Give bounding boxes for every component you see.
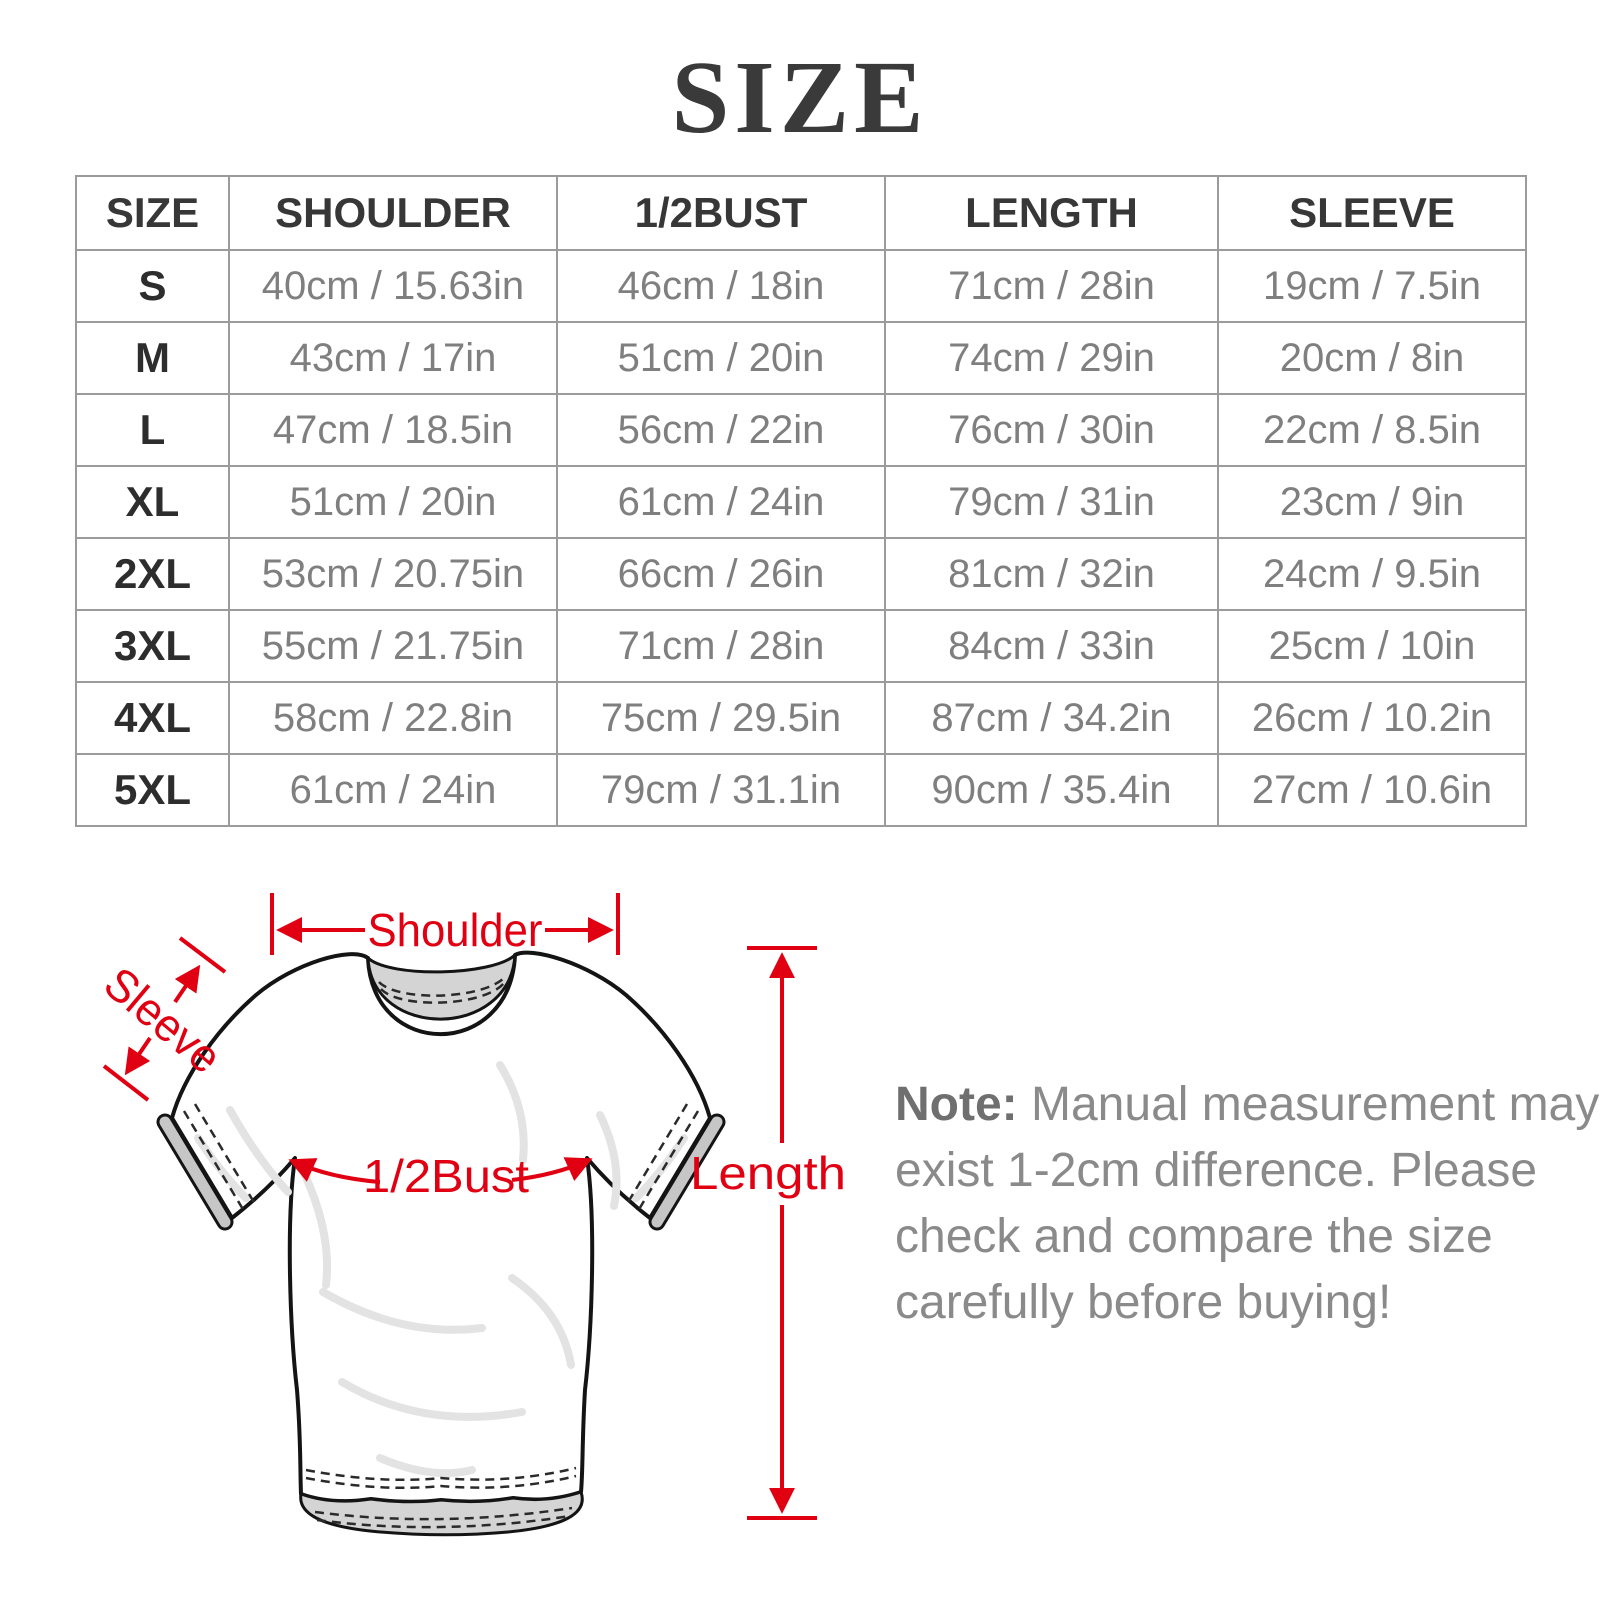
value-cell: 53cm / 20.75in (229, 538, 557, 610)
value-cell: 27cm / 10.6in (1218, 754, 1526, 826)
table-row (76, 538, 1526, 610)
value-cell: 51cm / 20in (557, 322, 885, 394)
table-row (76, 394, 1526, 466)
value-cell: 26cm / 10.2in (1218, 682, 1526, 754)
value-cell: 20cm / 8in (1218, 322, 1526, 394)
length-label: Length (690, 1147, 846, 1199)
column-header: SLEEVE (1218, 176, 1526, 250)
size-diagram (80, 860, 860, 1560)
note-label: Note: (895, 1078, 1018, 1131)
value-cell: 47cm / 18.5in (229, 394, 557, 466)
value-cell: 22cm / 8.5in (1218, 394, 1526, 466)
size-cell: 3XL (76, 610, 229, 682)
size-cell: XL (76, 466, 229, 538)
length-arrow (690, 948, 846, 1518)
value-cell: 19cm / 7.5in (1218, 250, 1526, 322)
size-cell: 2XL (76, 538, 229, 610)
note-line: carefully before buying! (895, 1276, 1392, 1329)
note-line: exist 1-2cm difference. Please (895, 1144, 1538, 1197)
sleeve-label: Sleeve (94, 956, 236, 1087)
value-cell: 58cm / 22.8in (229, 682, 557, 754)
value-cell: 71cm / 28in (557, 610, 885, 682)
value-cell: 55cm / 21.75in (229, 610, 557, 682)
table-row (76, 754, 1526, 826)
table-row (76, 466, 1526, 538)
column-header: LENGTH (885, 176, 1218, 250)
shoulder-arrow (272, 893, 618, 956)
size-table (75, 175, 1527, 827)
value-cell: 79cm / 31.1in (557, 754, 885, 826)
value-cell: 74cm / 29in (885, 322, 1218, 394)
page-title: SIZE (671, 40, 929, 155)
note-line: check and compare the size (895, 1210, 1493, 1263)
table-row (76, 322, 1526, 394)
value-cell: 43cm / 17in (229, 322, 557, 394)
value-cell: 61cm / 24in (229, 754, 557, 826)
value-cell: 61cm / 24in (557, 466, 885, 538)
size-cell: L (76, 394, 229, 466)
value-cell: 56cm / 22in (557, 394, 885, 466)
value-cell: 23cm / 9in (1218, 466, 1526, 538)
shoulder-label: Shoulder (367, 904, 543, 956)
value-cell: 90cm / 35.4in (885, 754, 1218, 826)
value-cell: 66cm / 26in (557, 538, 885, 610)
size-cell: S (76, 250, 229, 322)
note (895, 1072, 1600, 1336)
note-text: Manual measurement may (1031, 1078, 1600, 1131)
note-line (895, 1072, 1600, 1138)
value-cell: 79cm / 31in (885, 466, 1218, 538)
table-body (76, 250, 1526, 826)
column-header: 1/2BUST (557, 176, 885, 250)
column-header: SHOULDER (229, 176, 557, 250)
value-cell: 71cm / 28in (885, 250, 1218, 322)
column-header: SIZE (76, 176, 229, 250)
table-row (76, 682, 1526, 754)
size-cell: 5XL (76, 754, 229, 826)
value-cell: 75cm / 29.5in (557, 682, 885, 754)
size-cell: 4XL (76, 682, 229, 754)
value-cell: 81cm / 32in (885, 538, 1218, 610)
value-cell: 51cm / 20in (229, 466, 557, 538)
tshirt-drawing (165, 953, 717, 1535)
table-row (76, 610, 1526, 682)
value-cell: 84cm / 33in (885, 610, 1218, 682)
value-cell: 24cm / 9.5in (1218, 538, 1526, 610)
value-cell: 25cm / 10in (1218, 610, 1526, 682)
value-cell: 46cm / 18in (557, 250, 885, 322)
value-cell: 76cm / 30in (885, 394, 1218, 466)
value-cell: 87cm / 34.2in (885, 682, 1218, 754)
table-row (76, 250, 1526, 322)
header-row (76, 176, 1526, 250)
size-cell: M (76, 322, 229, 394)
half-bust-label: 1/2Bust (363, 1150, 530, 1202)
value-cell: 40cm / 15.63in (229, 250, 557, 322)
